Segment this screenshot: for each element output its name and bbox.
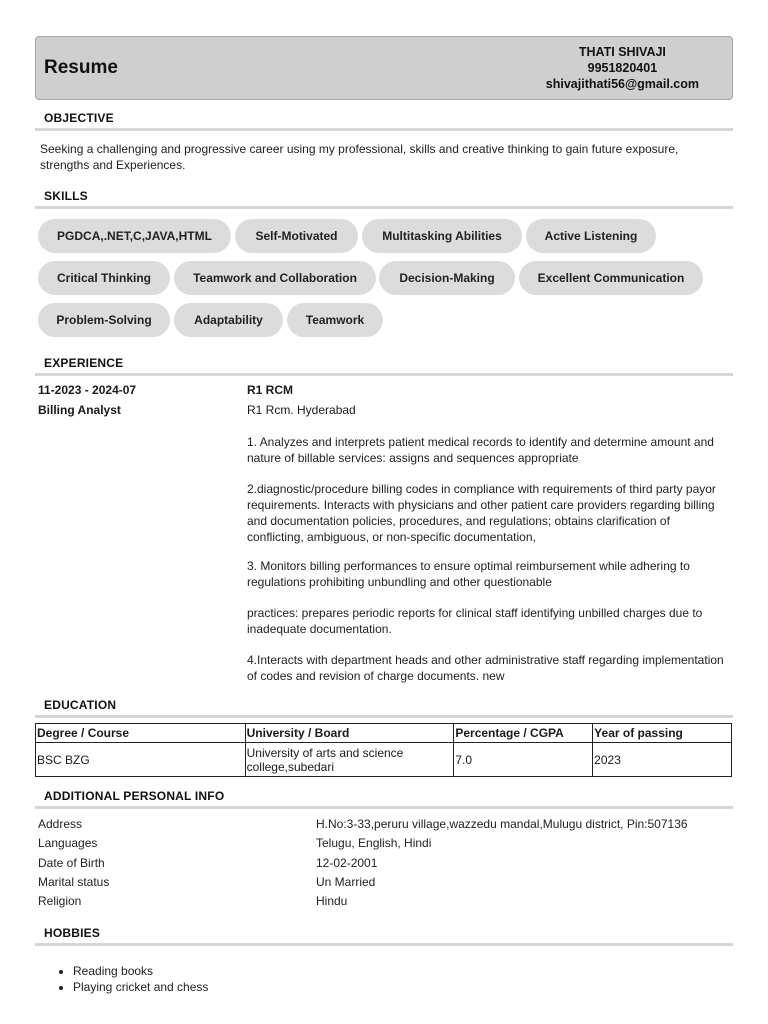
- experience-duty: practices: prepares periodic reports for clinical staff identifying unbilled charges due to inadequate documentation.: [247, 606, 703, 636]
- education-table: [35, 723, 732, 777]
- dob-value: 12-02-2001: [316, 856, 378, 870]
- education-col-percentage: Percentage / CGPA: [454, 724, 593, 743]
- experience-duty: 3. Monitors billing performances to ensure optimal reimbursement while adhering to regulations prohibiting unbundling and other questionable: [247, 559, 690, 589]
- education-heading-label: EDUCATION: [44, 698, 117, 712]
- skill-chip: Active Listening: [526, 219, 656, 253]
- resume-title: Resume: [44, 57, 118, 78]
- skill-chip: Excellent Communication: [519, 261, 703, 295]
- list-item: • Reading books: [73, 963, 208, 979]
- languages-label: Languages: [38, 836, 98, 850]
- education-col-university: University / Board: [245, 724, 454, 743]
- skill-chip: PGDCA,.NET,C,JAVA,HTML: [38, 219, 231, 253]
- candidate-name: THATI SHIVAJI: [578, 45, 666, 59]
- hobbies-list: [73, 963, 208, 995]
- objective-text: Seeking a challenging and progressive career using my professional, skills and creative thinking to gain future exposure, strengths and Experiences.: [40, 142, 679, 172]
- education-header-row: [36, 724, 732, 743]
- hobbies-heading: [35, 922, 733, 946]
- skill-chip: Critical Thinking: [38, 261, 170, 295]
- skill-chip: Adaptability: [174, 303, 283, 337]
- experience-location: R1 Rcm. Hyderabad: [247, 403, 356, 417]
- skill-chip: Self-Motivated: [235, 219, 358, 253]
- education-heading: [35, 694, 733, 718]
- hobbies-heading-label: HOBBIES: [44, 926, 101, 940]
- experience-duty: 4.Interacts with department heads and other administrative staff regarding implementation of codes and revision of charge documents. new: [247, 653, 724, 683]
- marital-status-label: Marital status: [38, 875, 110, 889]
- objective-heading: [35, 107, 733, 131]
- experience-heading: [35, 352, 733, 376]
- experience-duty: 2.diagnostic/procedure billing codes in compliance with requirements of third party payor requirements. Interacts with physicians and other patient care providers regarding billing and documentation policies, procedures, and regulations; obtains clarification of conflicting, ambiguous, or non-specific documentation,: [247, 482, 716, 544]
- experience-dates: 11-2023 - 2024-07: [38, 383, 137, 397]
- education-year: 2023: [593, 743, 732, 777]
- education-col-degree: Degree / Course: [36, 724, 246, 743]
- list-item: • Playing cricket and chess: [73, 979, 208, 995]
- skills-heading: [35, 185, 733, 209]
- candidate-phone: 9951820401: [587, 61, 658, 75]
- education-university: University of arts and science college,subedari: [245, 743, 454, 777]
- address-value: H.No:3-33,peruru village,wazzedu mandal,Mulugu district, Pin:507136: [316, 817, 688, 831]
- skill-chip: Decision-Making: [379, 261, 515, 295]
- experience-duty: 1. Analyzes and interprets patient medical records to identify and determine amount and nature of billable services: assigns and sequences appropriate: [247, 435, 714, 465]
- dob-label: Date of Birth: [38, 856, 105, 870]
- languages-value: Telugu, English, Hindi: [316, 836, 432, 850]
- education-col-year: Year of passing: [593, 724, 732, 743]
- address-label: Address: [38, 817, 83, 831]
- religion-value: Hindu: [316, 894, 348, 908]
- skill-chip: Problem-Solving: [38, 303, 170, 337]
- skill-chip: Teamwork: [287, 303, 383, 337]
- personal-info-heading-label: ADDITIONAL PERSONAL INFO: [44, 789, 225, 803]
- religion-label: Religion: [38, 894, 82, 908]
- candidate-email: shivajithati56@gmail.com: [545, 77, 699, 91]
- marital-status-value: Un Married: [316, 875, 376, 889]
- personal-info-heading: [35, 785, 733, 809]
- skills-heading-label: SKILLS: [44, 189, 88, 203]
- skill-chip: Multitasking Abilities: [362, 219, 522, 253]
- experience-role: Billing Analyst: [38, 403, 121, 417]
- resume-header: [35, 36, 733, 100]
- experience-heading-label: EXPERIENCE: [44, 356, 124, 370]
- education-percentage: 7.0: [454, 743, 593, 777]
- contact-block: [546, 44, 699, 92]
- table-row: [36, 743, 732, 777]
- skill-chip: Teamwork and Collaboration: [174, 261, 376, 295]
- objective-heading-label: OBJECTIVE: [44, 111, 114, 125]
- education-degree: BSC BZG: [36, 743, 246, 777]
- experience-company: R1 RCM: [247, 383, 294, 397]
